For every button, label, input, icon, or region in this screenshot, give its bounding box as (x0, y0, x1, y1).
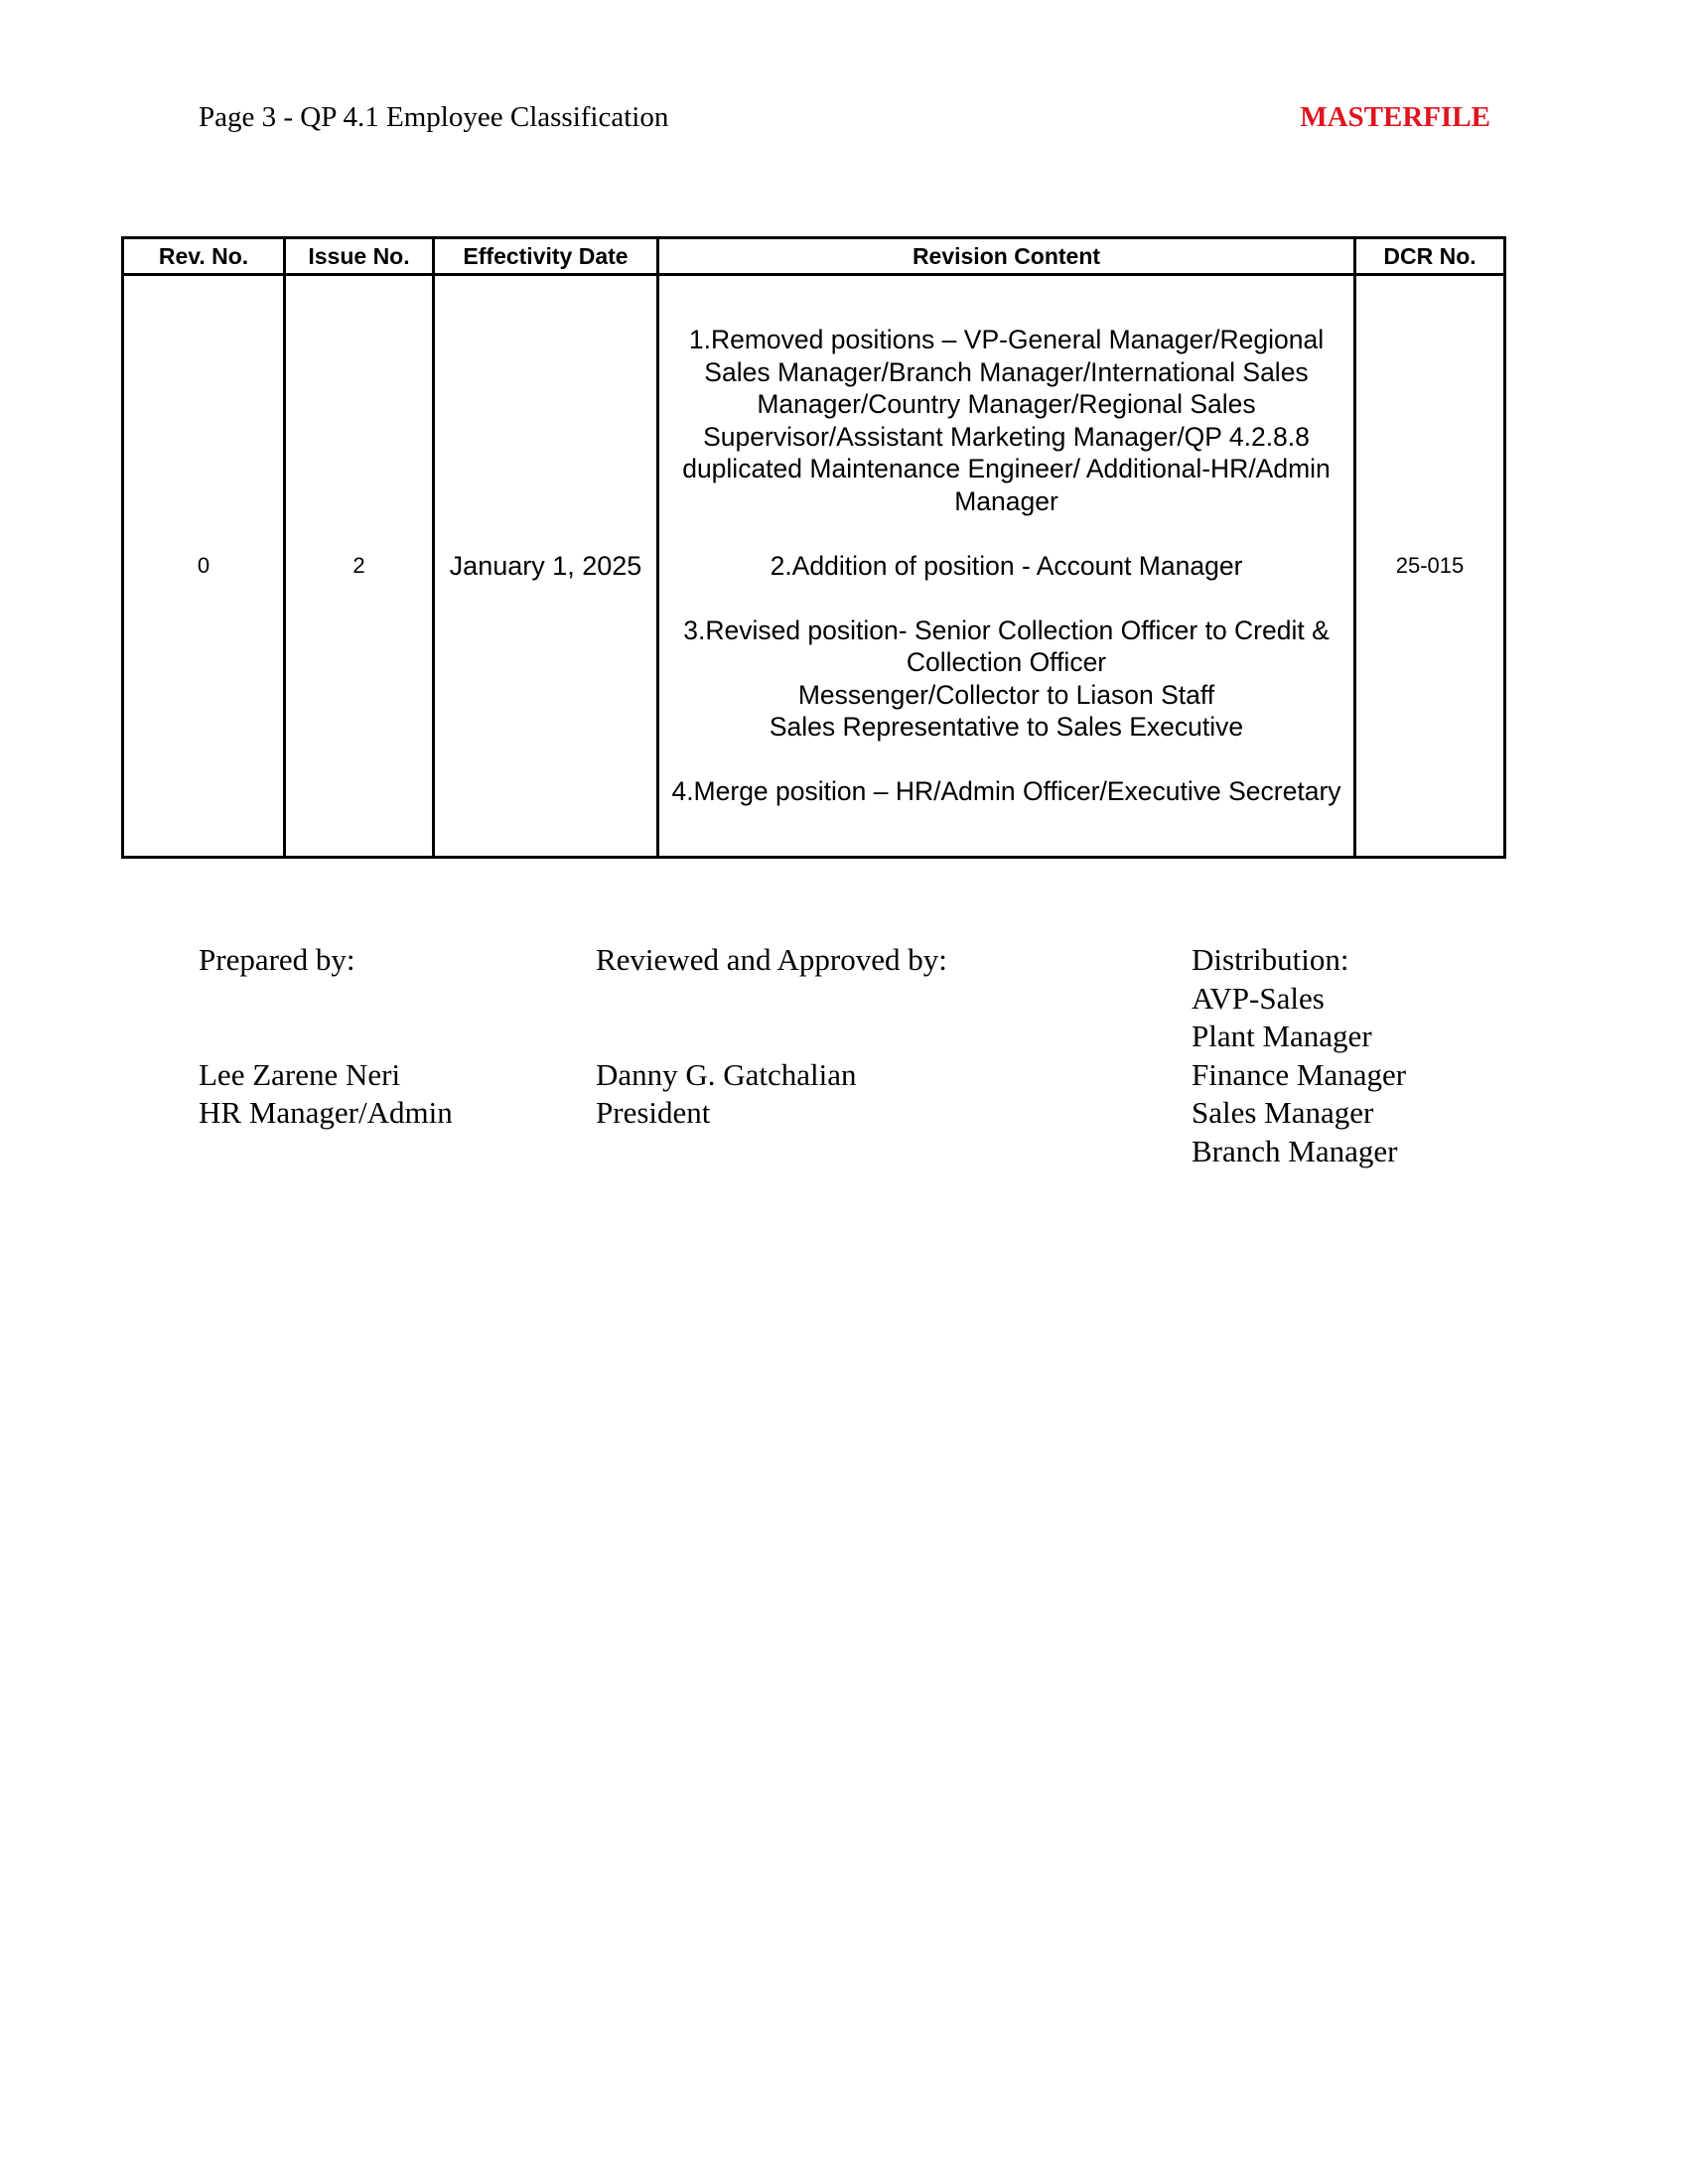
prepared-by-name: Lee Zarene Neri (199, 1056, 401, 1092)
dcr-no-cell: 25-015 (1355, 275, 1505, 858)
revision-item-removed-positions: 1.Removed positions – VP-General Manager/Regional Sales Manager/Branch Manager/International Sales Manager/Country Manager/Regional Sales Supervisor/Assistant Marketing Manager/QP 4.2.8.8 duplicated Maintenance Engineer/ Additional-HR/Admin Manager (682, 325, 1331, 516)
reviewed-by-name: Danny G. Gatchalian (596, 1056, 857, 1092)
revision-content-cell (658, 275, 1355, 858)
effectivity-date-cell: January 1, 2025 (434, 275, 658, 858)
prepared-by-label: Prepared by: (199, 942, 355, 977)
column-header-rev-no: Rev. No. (123, 238, 285, 275)
rev-no-cell: 0 (123, 275, 285, 858)
table-header-row (123, 238, 1505, 275)
distribution-block (1192, 941, 1406, 1170)
prepared-by-block (199, 941, 453, 1133)
revision-item-addition: 2.Addition of position - Account Manager (770, 550, 1243, 581)
column-header-dcr-no: DCR No. (1355, 238, 1505, 275)
table-row (123, 275, 1505, 858)
distribution-item: AVP-Sales (1192, 980, 1325, 1016)
prepared-by-title: HR Manager/Admin (199, 1095, 453, 1130)
distribution-label: Distribution: (1192, 942, 1349, 977)
distribution-item: Finance Manager (1192, 1056, 1407, 1092)
revision-item-merge-position: 4.Merge position – HR/Admin Officer/Executive Secretary (671, 776, 1341, 807)
distribution-item: Sales Manager (1192, 1095, 1374, 1130)
revision-history-table (121, 236, 1506, 859)
page-header-title: Page 3 - QP 4.1 Employee Classification (199, 101, 669, 133)
column-header-revision-content: Revision Content (658, 238, 1355, 275)
distribution-item: Branch Manager (1192, 1133, 1398, 1168)
column-header-issue-no: Issue No. (285, 238, 434, 275)
issue-no-cell: 2 (285, 275, 434, 858)
column-header-effectivity-date: Effectivity Date (434, 238, 658, 275)
reviewed-by-label: Reviewed and Approved by: (596, 942, 947, 977)
revision-item-revised-positions: 3.Revised position- Senior Collection Officer to Credit & Collection Officer Messenger/Collector to Liason Staff Sales Representative to Sales Executive (683, 614, 1330, 743)
masterfile-stamp: MASTERFILE (1300, 101, 1490, 133)
reviewed-by-title: President (596, 1095, 711, 1130)
distribution-item: Plant Manager (1192, 1019, 1372, 1053)
reviewed-by-block (596, 941, 947, 1133)
